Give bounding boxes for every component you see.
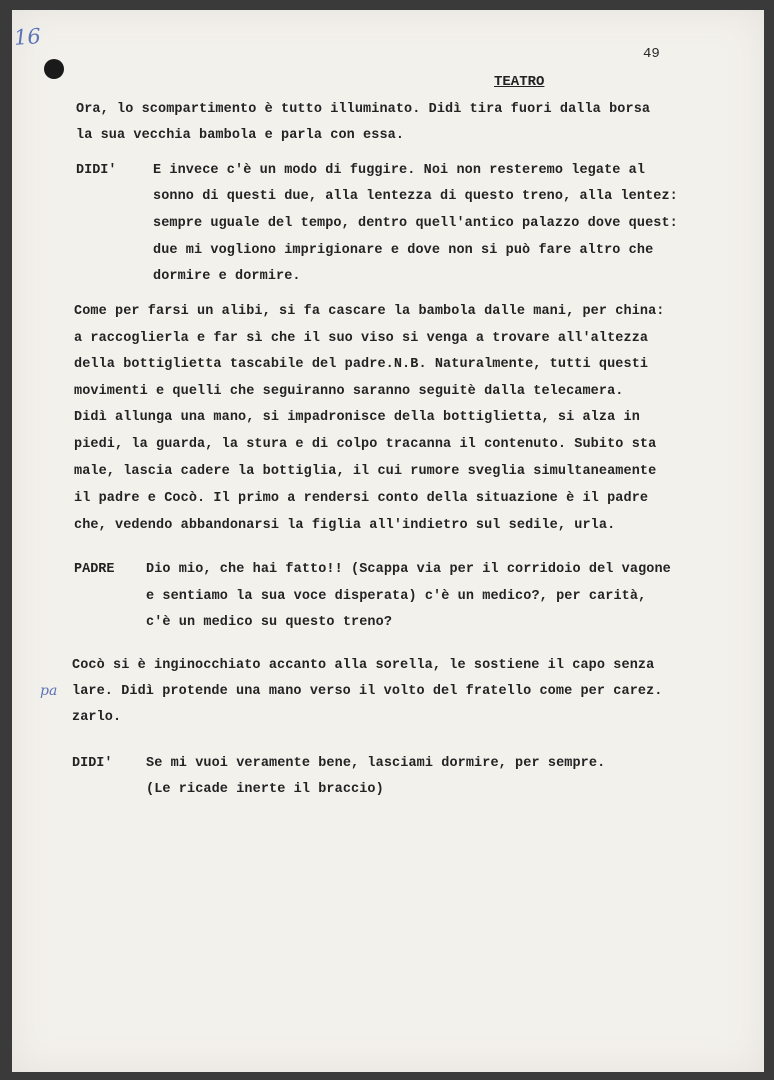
page-number: 49 xyxy=(643,46,660,62)
stage-direction-line: il padre e Cocò. Il primo a rendersi conto della situazione è il padre xyxy=(74,491,649,506)
stage-direction-line: Come per farsi un alibi, si fa cascare la bambola dalle mani, per china: xyxy=(74,304,665,319)
stage-direction-line: a raccoglierla e far sì che il suo viso si venga a trovare all'altezza xyxy=(74,331,649,346)
stage-direction-line: che, vedendo abbandonarsi la figlia all'indietro sul sedile, urla. xyxy=(74,518,616,533)
stage-direction-line: Ora, lo scompartimento è tutto illuminato. Didì tira fuori dalla borsa xyxy=(76,102,651,117)
stage-direction-line: lare. Didì protende una mano verso il volto del fratello come per carez. xyxy=(72,684,663,699)
stage-direction-line: piedi, la guarda, la stura e di colpo tracanna il contenuto. Subito sta xyxy=(74,437,657,452)
stage-direction-line: la sua vecchia bambola e parla con essa. xyxy=(76,128,405,143)
dialogue-line: due mi vogliono imprigionare e dove non si può fare altro che xyxy=(153,243,654,258)
dialogue-line: Se mi vuoi veramente bene, lasciami dormire, per sempre. xyxy=(146,756,606,771)
dialogue-line: dormire e dormire. xyxy=(153,269,301,284)
stage-direction-line: della bottiglietta tascabile del padre.N.B. Naturalmente, tutti questi xyxy=(74,357,649,372)
speaker-name: DIDI' xyxy=(76,163,117,178)
dialogue-line: Dio mio, che hai fatto!! (Scappa via per il corridoio del vagone xyxy=(146,562,671,577)
stage-direction-line: movimenti e quelli che seguiranno saranno seguitè dalla telecamera. xyxy=(74,384,624,399)
handwritten-margin-note: pa xyxy=(40,683,58,699)
handwritten-folio-number: 16 xyxy=(13,24,42,50)
stage-direction-line: zarlo. xyxy=(72,710,122,725)
dialogue-line: (Le ricade inerte il braccio) xyxy=(146,782,384,797)
speaker-name: PADRE xyxy=(74,562,115,577)
speaker-name: DIDI' xyxy=(72,756,113,771)
dialogue-line: e sentiamo la sua voce disperata) c'è un medico?, per carità, xyxy=(146,589,647,604)
dialogue-line: c'è un medico su questo treno? xyxy=(146,615,393,630)
page-title: TEATRO xyxy=(494,74,545,90)
stage-direction-line: male, lascia cadere la bottiglia, il cui rumore sveglia simultaneamente xyxy=(74,464,657,479)
punch-hole xyxy=(44,59,64,79)
stage-direction-line: Cocò si è inginocchiato accanto alla sorella, le sostiene il capo senza xyxy=(72,658,655,673)
dialogue-line: sempre uguale del tempo, dentro quell'antico palazzo dove quest: xyxy=(153,216,678,231)
dialogue-line: sonno di questi due, alla lentezza di questo treno, alla lentez: xyxy=(153,189,678,204)
stage-direction-line: Didì allunga una mano, si impadronisce della bottiglietta, si alza in xyxy=(74,410,640,425)
dialogue-line: E invece c'è un modo di fuggire. Noi non resteremo legate al xyxy=(153,163,646,178)
